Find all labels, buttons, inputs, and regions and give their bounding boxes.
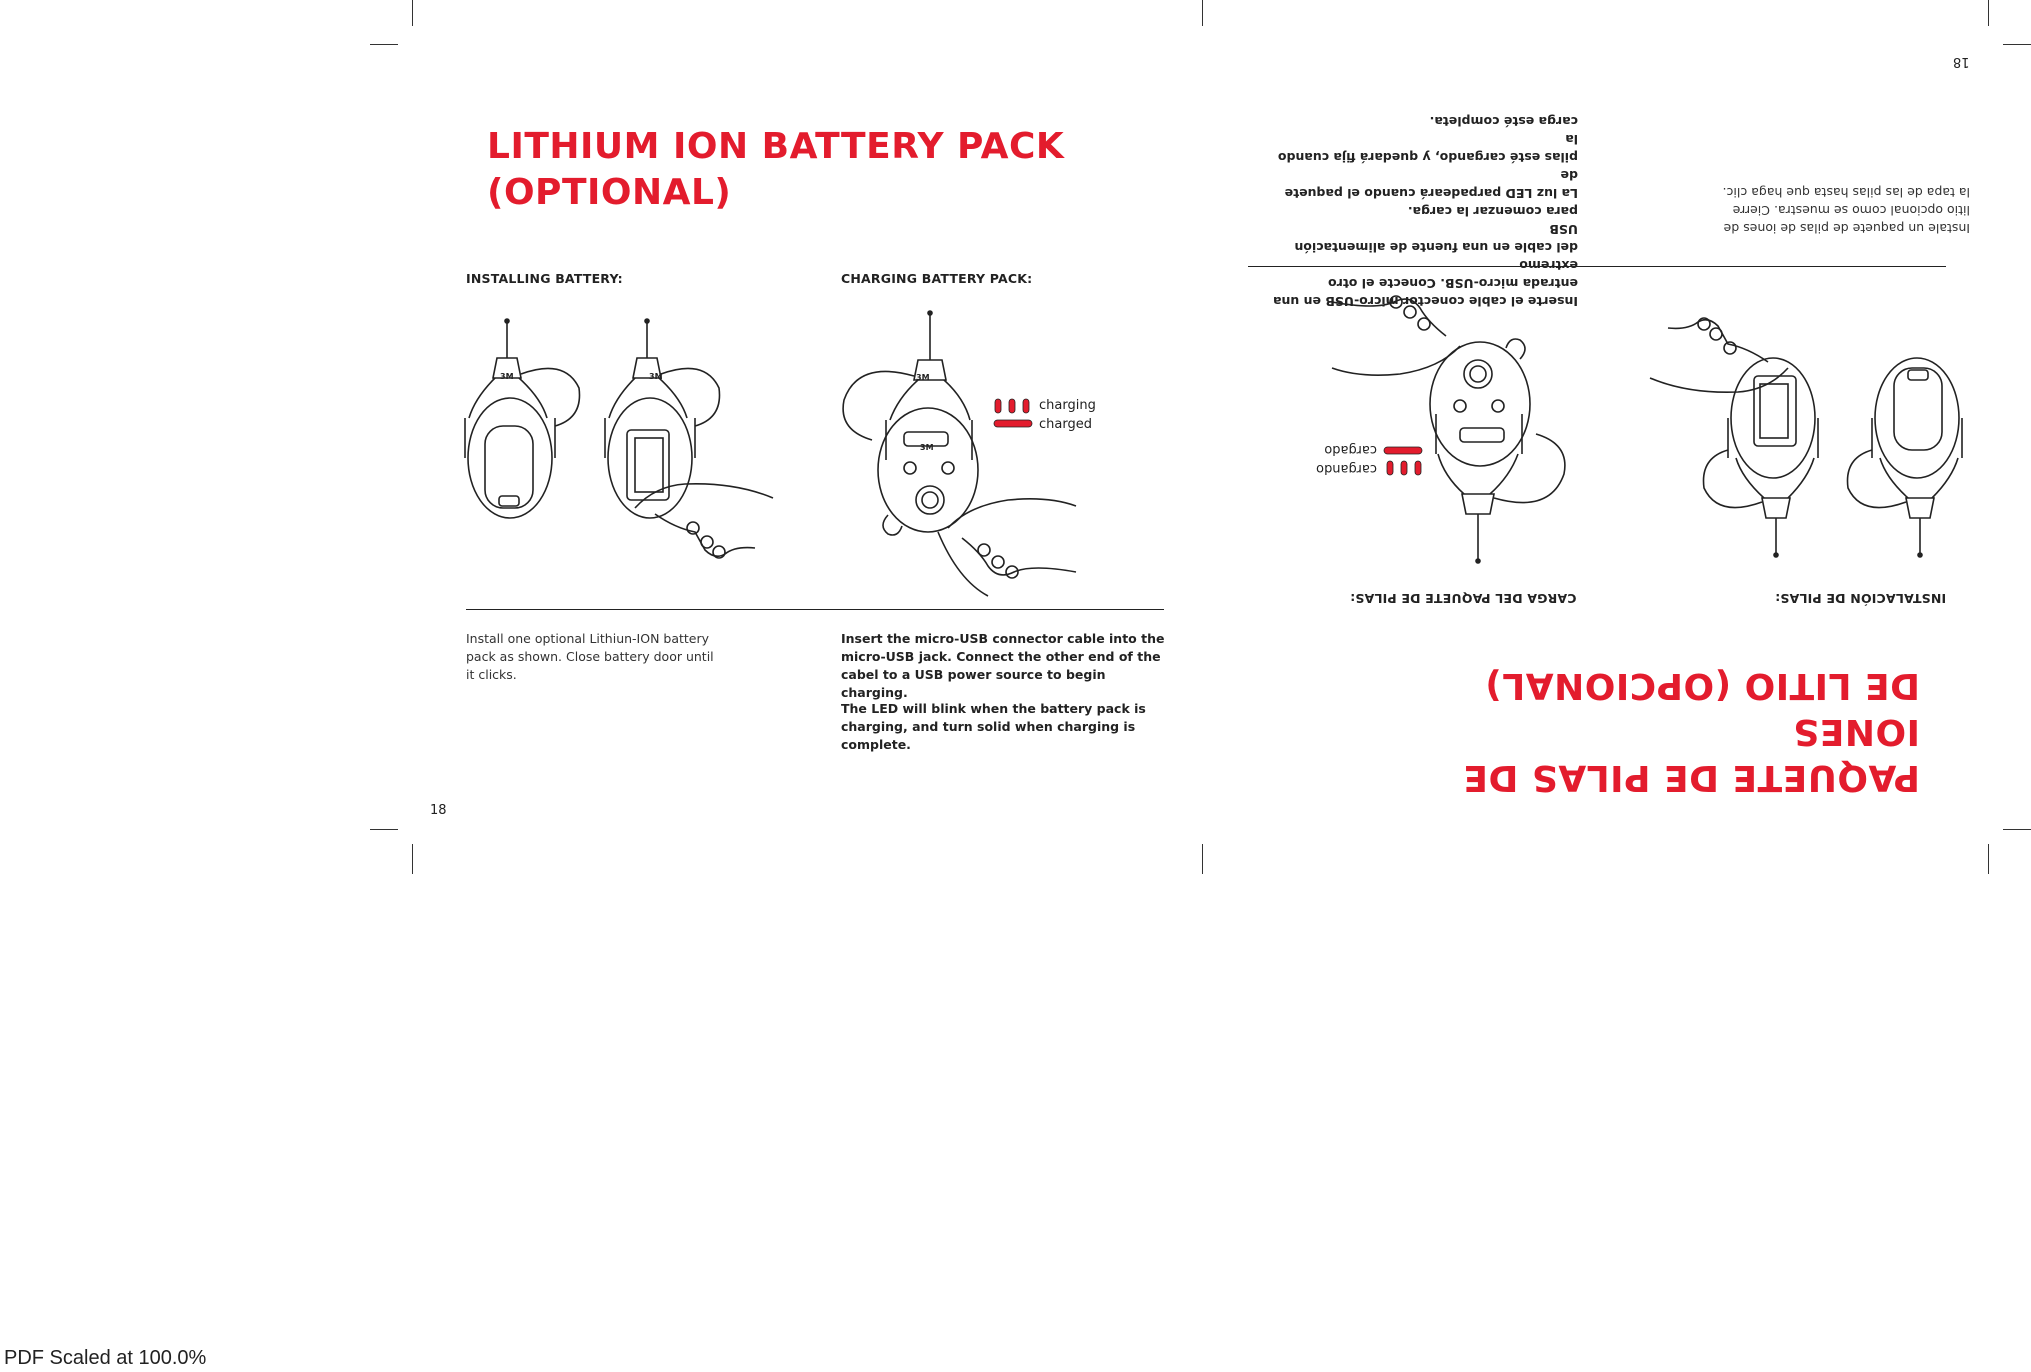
led-legend xyxy=(993,398,1113,438)
spanish-headset-open-hand-illustration xyxy=(1648,308,1828,558)
led-instructions: The LED will blink when the battery pack is charging, and turn solid when charging is complete. xyxy=(841,701,1146,752)
brand-logo: 3M xyxy=(649,372,663,381)
spanish-charge-instructions: Inserte el cable conector micro-USB en una entrada micro-USB. Conecte el otro extremo del cable en una fuente de alimentación USB para comenzar la carga. La luz LED parpadeará cuando el paquete de pilas esté cargando, y quedará fija cuando la carga esté completa. xyxy=(1273,114,1578,309)
section-divider xyxy=(466,609,1164,610)
crop-mark xyxy=(370,829,398,830)
crop-mark xyxy=(412,0,413,26)
brand-logo: 3M xyxy=(500,372,514,381)
pdf-scale-status: PDF Scaled at 100.0% xyxy=(4,1347,207,1369)
crop-mark xyxy=(1988,844,1989,874)
spanish-title-line-1: PAQUETE DE PILAS DE IONES xyxy=(1462,711,1920,798)
installing-label: INSTALLING BATTERY: xyxy=(466,271,623,286)
spanish-installing-label: INSTALACIÓN DE PILAS: xyxy=(1775,591,1947,606)
charging-label: CHARGING BATTERY PACK: xyxy=(841,271,1033,286)
spanish-headset-charging-illustration xyxy=(1330,274,1570,564)
title-line-1: LITHIUM ION BATTERY PACK xyxy=(487,126,1065,167)
crop-mark xyxy=(2003,829,2031,830)
title-line-2: (OPTIONAL) xyxy=(487,172,732,213)
spanish-legend-charged-label: cargado xyxy=(1324,442,1377,457)
spanish-page-number: 18 xyxy=(1953,54,1970,69)
install-instructions: Install one optional Lithiun-ION battery pack as shown. Close battery door until it clicks. xyxy=(466,631,714,682)
headset-charging-illustration xyxy=(838,310,1078,600)
crop-mark xyxy=(412,844,413,874)
crop-mark xyxy=(1202,0,1203,26)
solid-led-icon xyxy=(993,419,1033,429)
spanish-install-instructions: Instale un paquete de pilas de iones de litio opcional como se muestra. Cierre la tapa de las pilas hasta que haga clic. xyxy=(1722,185,1970,236)
page-number: 18 xyxy=(430,803,447,818)
page-title xyxy=(487,124,1064,216)
headset-open-hand-illustration xyxy=(595,318,775,568)
brand-logo: 3M xyxy=(920,443,934,452)
spanish-charging-label: CARGA DEL PAQUETE DE PILAS: xyxy=(1350,591,1577,606)
crop-mark xyxy=(2003,44,2031,45)
spanish-title-line-2: DE LITIO (OPCIONAL) xyxy=(1484,665,1920,706)
brand-logo: 3M xyxy=(916,373,930,382)
crop-mark xyxy=(1988,0,1989,26)
spanish-legend-charging-label: cargando xyxy=(1316,461,1377,476)
spanish-page-title xyxy=(1370,662,1920,800)
headset-closed-illustration xyxy=(455,318,585,538)
crop-mark xyxy=(1202,844,1203,874)
spanish-headset-closed-illustration xyxy=(1842,338,1972,558)
crop-mark xyxy=(370,44,398,45)
legend-charging-label: charging xyxy=(1039,398,1096,413)
legend-charged-label: charged xyxy=(1039,417,1092,432)
blinking-led-icon xyxy=(993,398,1033,414)
charge-instructions: Insert the micro-USB connector cable into the micro-USB jack. Connect the other end of the cabel to a USB power source to begin charging. xyxy=(841,631,1165,700)
